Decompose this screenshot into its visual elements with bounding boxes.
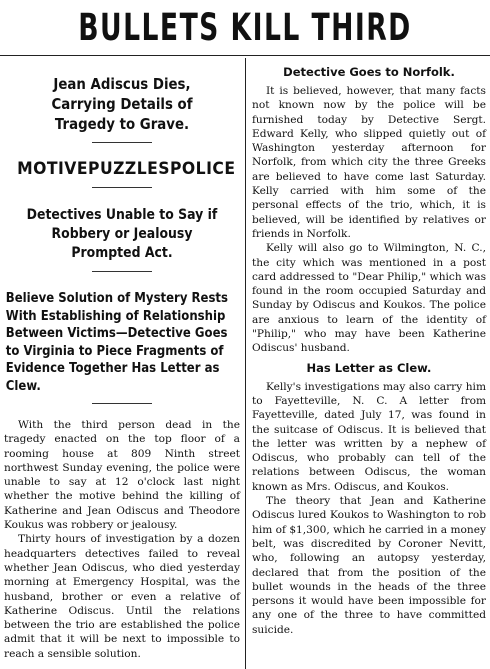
deck-2-word-3: POLICE [169,159,236,179]
deck-2-word-1: MOTIVE [17,159,89,179]
deck-divider-4 [92,403,152,404]
paragraph: Thirty hours of investigation by a dozen headquarters detectives failed to reveal whether Jean Odiscus, who died yesterday morning at Emergency Hospital, was the husband, brother or even a relative of Katherine Odiscus. Until the relations between the trio are established the police admit that it will be next to impossible to reach a sensible solution. [4,533,240,660]
right-section-2 [252,380,486,637]
deck-1: Jean Adiscus Dies, Carrying Details of Tragedy to Grave. [51,75,193,133]
headline: BULLETS KILL THIRD [78,6,412,49]
subhead-norfolk: Detective Goes to Norfolk. [283,65,455,79]
column-divider [245,58,246,669]
top-rule [0,55,490,56]
deck-divider-2 [92,187,152,188]
paragraph: With the third person dead in the tragedy enacted on the top floor of a rooming house at 809 Ninth street northwest Sunday evening, the police were unable to say at 12 o'clock last night whether the motive behind the killing of Katherine and Jean Odiscus and Theodore Koukus was robbery or jealousy. [4,419,240,532]
subhead-letter: Has Letter as Clew. [306,360,432,375]
right-section-1 [252,84,486,356]
paragraph: Kelly will also go to Wilmington, N. C., the city which was mentioned in a post card addressed to "Dear Philip," which was found in the room occupied Saturday and Sunday by Odiscus and Koukos. The police are anxious to learn of the identity of "Philip," who may have been Katherine Odiscus' husband. [252,242,486,355]
deck-2 [13,159,236,179]
paragraph: Kelly's investigations may also carry him to Fayetteville, N. C. A letter from Fayetteville, dated July 17, was found in the suitcase of Odiscus. It is believed that the letter was written by a nephew of Odiscus, who probably can tell of the relations between Odiscus, the woman known as Mrs. Odiscus, and Koukos. [252,380,486,493]
deck-divider-3 [92,271,152,272]
paragraph: It is believed, however, that many facts not known now by the police will be furnished today by Detective Sergt. Edward Kelly, who slipped quietly out of Washington yesterday afternoon for Norfolk, from which city the three Greeks are believed to have come last Saturday. Kelly carried with him some of the personal effects of the trio, which, it is believed, will be identified by relatives or friends in Norfolk. [252,85,486,240]
deck-3: Detectives Unable to Say if Robbery or Jealousy Prompted Act. [26,207,218,261]
left-article-body [4,418,240,661]
paragraph: The theory that Jean and Katherine Odiscus lured Koukos to Washington to rob him of $1,300, which he carried in a money belt, was discredited by Coroner Nevitt, who, following an autopsy yesterday, declared that from the position of the bullet wounds in the heads of the three persons it would have been impossible for any one of the three to have committed suicide. [252,495,486,636]
right-column [252,60,486,637]
left-column [4,60,240,661]
deck-2-word-2: PUZZLES [88,159,170,179]
deck-4: Believe Solution of Mystery Rests With Establishing of Relationship Between Victims—Detective Goes to Virginia to Piece Fragments of Evidence Together Has Letter as Clew. [5,291,229,394]
deck-divider-1 [92,142,152,143]
